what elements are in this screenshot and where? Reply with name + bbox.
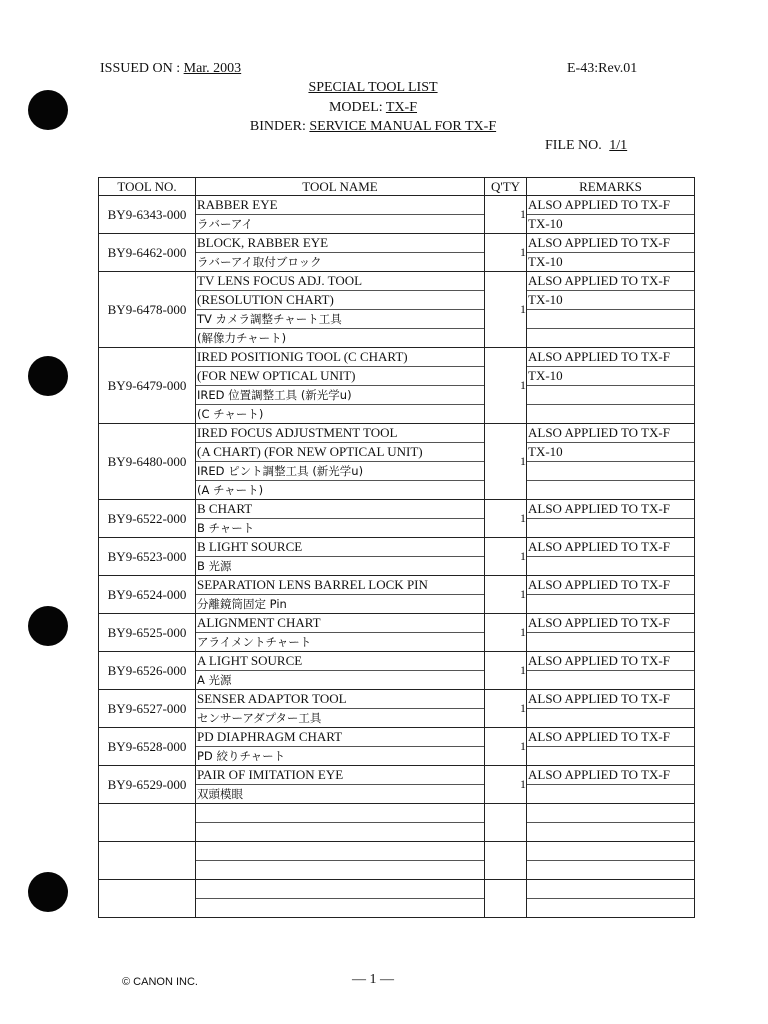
tool-name-line: TV LENS FOCUS ADJ. TOOL	[196, 272, 484, 291]
remarks-line: ALSO APPLIED TO TX-F	[527, 272, 694, 291]
col-tool-name: TOOL NAME	[196, 178, 485, 196]
remarks-line: ALSO APPLIED TO TX-F	[527, 234, 694, 253]
remarks-line: TX-10	[528, 216, 563, 231]
tool-number: BY9-6528-000	[99, 728, 196, 766]
tool-number: BY9-6524-000	[99, 576, 196, 614]
binder-hole	[28, 872, 68, 912]
tool-table-body	[99, 196, 695, 918]
tool-name-line: B チャート	[197, 521, 255, 535]
table-row	[99, 538, 695, 576]
tool-name-line: PD DIAPHRAGM CHART	[196, 728, 484, 747]
tool-name-line: アライメントチャート	[197, 635, 312, 649]
remarks-line	[527, 481, 694, 499]
tool-number: BY9-6479-000	[99, 348, 196, 424]
remarks-line	[527, 329, 694, 347]
tool-number: BY9-6462-000	[99, 234, 196, 272]
tool-name-line: SEPARATION LENS BARREL LOCK PIN	[196, 576, 484, 595]
table-row	[99, 614, 695, 652]
table-row	[99, 272, 695, 348]
tool-name-line: ラバーアイ	[197, 217, 253, 231]
tool-number: BY9-6480-000	[99, 424, 196, 500]
table-row	[99, 652, 695, 690]
file-no	[545, 138, 643, 154]
remarks-cell	[527, 766, 695, 804]
tool-number: BY9-6527-000	[99, 690, 196, 728]
table-header-row	[99, 178, 695, 196]
table-row	[99, 500, 695, 538]
tool-qty: 1	[485, 614, 527, 652]
table-row	[99, 348, 695, 424]
blank-name	[196, 842, 485, 880]
binder-hole	[28, 356, 68, 396]
tool-qty: 1	[485, 728, 527, 766]
file-label: FILE NO.	[545, 138, 602, 153]
remarks-line: ALSO APPLIED TO TX-F	[527, 766, 694, 785]
remarks-line	[527, 595, 694, 613]
model-value: TX-F	[385, 100, 418, 115]
remarks-line	[527, 462, 694, 481]
remarks-line	[527, 386, 694, 405]
remarks-line	[527, 747, 694, 765]
blank-line	[196, 899, 484, 917]
tool-name-line: 分離鏡筒固定 Pin	[197, 597, 287, 611]
tool-name-cell	[196, 424, 485, 500]
tool-name-cell	[196, 272, 485, 348]
blank-line	[196, 823, 484, 841]
tool-qty: 1	[485, 424, 527, 500]
remarks-cell	[527, 576, 695, 614]
tool-name-cell	[196, 500, 485, 538]
page-number: — 1 —	[352, 972, 394, 987]
tool-number: BY9-6478-000	[99, 272, 196, 348]
blank-remarks	[527, 804, 695, 842]
binder-hole	[28, 606, 68, 646]
table-row	[99, 728, 695, 766]
tool-qty: 1	[485, 576, 527, 614]
model-line	[0, 100, 746, 116]
remarks-cell	[527, 348, 695, 424]
remarks-cell	[527, 234, 695, 272]
copyright: © CANON INC.	[122, 976, 198, 988]
tool-name-line: B LIGHT SOURCE	[196, 538, 484, 557]
remarks-line	[527, 519, 694, 537]
tool-name-line: IRED POSITIONIG TOOL (C CHART)	[196, 348, 484, 367]
remarks-cell	[527, 538, 695, 576]
tool-name-line: BLOCK, RABBER EYE	[196, 234, 484, 253]
blank-line	[196, 842, 484, 861]
blank-remarks	[527, 842, 695, 880]
tool-qty: 1	[485, 234, 527, 272]
tool-qty: 1	[485, 652, 527, 690]
tool-qty: 1	[485, 766, 527, 804]
doc-code: E-43:Rev.01	[567, 61, 638, 76]
remarks-line: TX-10	[527, 291, 694, 310]
blank-line	[527, 842, 694, 861]
remarks-line: ALSO APPLIED TO TX-F	[527, 424, 694, 443]
tool-name-line: (FOR NEW OPTICAL UNIT)	[196, 367, 484, 386]
tool-qty: 1	[485, 272, 527, 348]
tool-name-line: B 光源	[197, 559, 232, 573]
remarks-line	[527, 557, 694, 575]
blank-line	[196, 880, 484, 899]
tool-name-line: IRED 位置調整工具 (新光学u)	[196, 386, 484, 405]
tool-number: BY9-6343-000	[99, 196, 196, 234]
tool-name-line: TV カメラ調整チャート工具	[196, 310, 484, 329]
remarks-line: ALSO APPLIED TO TX-F	[527, 348, 694, 367]
remarks-cell	[527, 196, 695, 234]
tool-name-line: ラバーアイ取付ブロック	[197, 255, 322, 269]
tool-name-line: (RESOLUTION CHART)	[196, 291, 484, 310]
tool-number: BY9-6529-000	[99, 766, 196, 804]
tool-name-line: センサーアダプター工具	[197, 711, 322, 725]
tool-name-cell	[196, 576, 485, 614]
blank-line	[196, 804, 484, 823]
col-qty: Q'TY	[485, 178, 527, 196]
remarks-cell	[527, 652, 695, 690]
issued-on	[100, 61, 241, 77]
remarks-line	[527, 405, 694, 423]
blank-line	[527, 899, 694, 917]
tool-name-line: SENSER ADAPTOR TOOL	[196, 690, 484, 709]
tool-name-line: (解像力チャート)	[197, 331, 287, 345]
tool-name-cell	[196, 652, 485, 690]
blank-qty	[485, 804, 527, 842]
remarks-line: ALSO APPLIED TO TX-F	[527, 728, 694, 747]
tool-number: BY9-6525-000	[99, 614, 196, 652]
page-title: SPECIAL TOOL LIST	[308, 80, 438, 95]
tool-name-line: ALIGNMENT CHART	[196, 614, 484, 633]
tool-table	[98, 177, 695, 918]
col-tool-no: TOOL NO.	[99, 178, 196, 196]
remarks-cell	[527, 614, 695, 652]
blank-remarks	[527, 880, 695, 918]
blank-line	[527, 861, 694, 879]
tool-name-line: (C チャート)	[197, 407, 264, 421]
tool-qty: 1	[485, 538, 527, 576]
remarks-cell	[527, 728, 695, 766]
tool-name-cell	[196, 538, 485, 576]
binder-label: BINDER:	[249, 119, 306, 134]
tool-name-cell	[196, 766, 485, 804]
tool-qty: 1	[485, 348, 527, 424]
tool-number: BY9-6526-000	[99, 652, 196, 690]
blank-line	[527, 804, 694, 823]
tool-name-cell	[196, 614, 485, 652]
blank-number	[99, 842, 196, 880]
issued-date: Mar. 2003	[183, 61, 242, 76]
tool-name-line: IRED ピント調整工具 (新光学u)	[196, 462, 484, 481]
tool-name-line: B CHART	[196, 500, 484, 519]
tool-qty: 1	[485, 690, 527, 728]
remarks-cell	[527, 272, 695, 348]
empty-row	[99, 804, 695, 842]
remarks-line: TX-10	[528, 254, 563, 269]
remarks-line: TX-10	[527, 443, 694, 462]
remarks-line: ALSO APPLIED TO TX-F	[527, 576, 694, 595]
tool-name-cell	[196, 348, 485, 424]
tool-name-line: (A CHART) (FOR NEW OPTICAL UNIT)	[196, 443, 484, 462]
remarks-line: ALSO APPLIED TO TX-F	[527, 614, 694, 633]
tool-name-line: RABBER EYE	[196, 196, 484, 215]
blank-line	[527, 823, 694, 841]
remarks-line	[527, 633, 694, 651]
remarks-line	[527, 709, 694, 727]
table-row	[99, 766, 695, 804]
table-row	[99, 690, 695, 728]
tool-name-line: PAIR OF IMITATION EYE	[196, 766, 484, 785]
tool-name-cell	[196, 728, 485, 766]
blank-qty	[485, 842, 527, 880]
binder-value: SERVICE MANUAL FOR TX-F	[309, 119, 497, 134]
empty-row	[99, 880, 695, 918]
table-row	[99, 196, 695, 234]
remarks-line: ALSO APPLIED TO TX-F	[527, 196, 694, 215]
remarks-line	[527, 785, 694, 803]
empty-row	[99, 842, 695, 880]
tool-number: BY9-6523-000	[99, 538, 196, 576]
tool-name-line: (A チャート)	[197, 483, 264, 497]
remarks-line: ALSO APPLIED TO TX-F	[527, 500, 694, 519]
table-row	[99, 576, 695, 614]
binder-line	[0, 119, 746, 135]
blank-number	[99, 804, 196, 842]
remarks-line: ALSO APPLIED TO TX-F	[527, 652, 694, 671]
model-label: MODEL:	[328, 100, 383, 115]
remarks-cell	[527, 500, 695, 538]
tool-name-cell	[196, 690, 485, 728]
blank-name	[196, 880, 485, 918]
remarks-line	[527, 671, 694, 689]
table-row	[99, 424, 695, 500]
tool-name-line: IRED FOCUS ADJUSTMENT TOOL	[196, 424, 484, 443]
tool-qty: 1	[485, 196, 527, 234]
blank-name	[196, 804, 485, 842]
tool-name-line: A LIGHT SOURCE	[196, 652, 484, 671]
issued-label: ISSUED ON :	[100, 61, 181, 76]
tool-name-line: 双頭模眼	[197, 787, 243, 801]
blank-number	[99, 880, 196, 918]
tool-name-line: PD 絞りチャート	[197, 749, 286, 763]
file-value: 1/1	[609, 138, 628, 153]
remarks-line: ALSO APPLIED TO TX-F	[527, 690, 694, 709]
remarks-line	[527, 310, 694, 329]
blank-line	[196, 861, 484, 879]
tool-name-cell	[196, 234, 485, 272]
tool-qty: 1	[485, 500, 527, 538]
table-row	[99, 234, 695, 272]
remarks-line: ALSO APPLIED TO TX-F	[527, 538, 694, 557]
tool-name-line: A 光源	[197, 673, 232, 687]
blank-line	[527, 880, 694, 899]
tool-number: BY9-6522-000	[99, 500, 196, 538]
tool-name-cell	[196, 196, 485, 234]
remarks-cell	[527, 424, 695, 500]
blank-qty	[485, 880, 527, 918]
col-remarks: REMARKS	[527, 178, 695, 196]
remarks-cell	[527, 690, 695, 728]
remarks-line: TX-10	[527, 367, 694, 386]
